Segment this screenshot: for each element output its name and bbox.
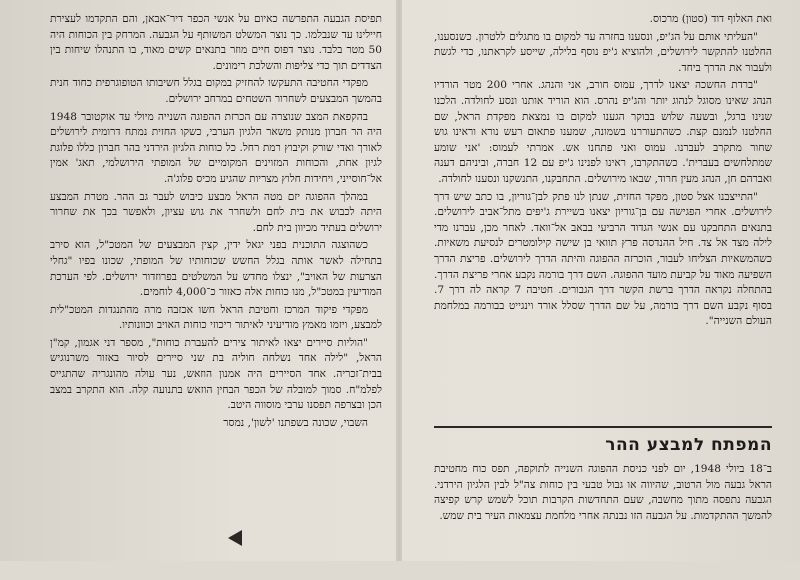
left-column [50, 12, 382, 552]
bleed-through-text-shadow [0, 236, 50, 316]
article-body [50, 12, 382, 538]
paragraph-yadin-refusal: כשהוצגה התוכנית בפני יגאל ידין, קצין המבצעים של המטכ"ל, הוא סירב בתחילה לאשר אותה בגלל החשש שכוחותיו של המופתי, שכונו בפיו "גחלי הצרעות של האויב", ינצלו מחדש על המשלטים בפרוזדור ירושלים. לפי הערכת המודיעין במטכ"ל, מנו כוחות אלה כאזור כ־4,000 לוחמים. [50, 239, 382, 299]
paragraph-scouts-quote: "הוליות סיירים יצאו לאיתור צירים להעברת כוחות", מספר דני אגמון, קמ"ן הראל, "לילה אחד נשלחה חוליה בת שני סיירים לסיור באזור משרנוגיש בבית־זכריה. אחד הסיירים היה אמנון הוזאש, נער עולה מהונגריה שהתגייס לפלמ"ח. סמוך למובלה של הכפר הבחין הוזאש בתנועה קלה. הוא התקרב במצב הכן ובצרפה תפסנו ערבי מוסווה היטב. [50, 336, 382, 412]
paragraph-hill-standoff: תפיסת הגבעה התפרשה כאיום על אנשי הכפר דיר־אבאן, והם התקדמו לעצירת חיילינו עד שנבלמו. כך נוצר המשלט המשותף על הגבעה. המרחק בין הכוחות היה 50 מטר בלבד. נוצר דפוס חיים מוזר בתנאים קשים מאוד, בו התנהלו שיחות בין הצדדים תוך כדי צליפות והשלכת רימונים. [50, 13, 382, 72]
paragraph-operation-plan: במהלך ההפוגה יזם מטה הראל מבצע כיבוש לעבר גב ההר. מטרת המבצע היתה לכבוש את בית לחם ולשחרר את גוש עציון, ולאפשר בכך את שחרור ירושלים בעתיד מכיוון בית לחם. [50, 190, 382, 234]
paragraph-return-trip: "העליתי אותם על הג'יפ, ונסענו בחזרה עד למקום בו מתגלים ללטרון. כשנסענו, החלטנו להתקשר לירושלים, ולהוציא ג'יפ נוסף בלילה, שייסע לקראתנו, כדי לגשת ולעבור את הדרך ביחד. [434, 30, 772, 74]
right-column [434, 12, 772, 552]
paragraph-closing-line: ואת האלוף דוד (סטון) מרכוס. [649, 13, 772, 25]
paragraph-topography: מפקדי החטיבה התעקשו להחזיק במקום בגלל חשיבותו הטופוגרפית כחוד חנית בהמשך המבצעים לשחרור השטחים במרחב ירושלים. [50, 77, 382, 105]
page-gutter [396, 0, 402, 561]
paragraph-night-walk: "ברדת החשכה יצאנו לדרך, עמוס חורב, אני והנהג. אחרי 200 מטר הורדיו הנהג שאינו מסוגל לנהוג יותר והג'יפ נהרס. הוא הוריד אותנו ונסע לחולדה. הלכנו שנינו ברגל, ובשעה שלוש בבוקר הגענו למקום בו נמצאת מפקדת הראל, שם החלטנו לנמנם קצת. כשהתעוררנו בשמונה, שמענו פתאום רעש נורא וראינו גוש שחור מתקרב לעברנו. עמוס ואני פתחנו אש. אמרתי לעמוס: 'אני שומע שמתלחשים בעברית'. כשהתקרבו, ראינו לפנינו ג'יפ עם 12 חברה, וביניהם דענה ואברהם חן, הנהג מעין חרוד, שבאו מירושלים. התחבקנו, התנשקנו ונסענו לחולדה. [434, 79, 772, 185]
paragraph-hebron-front: בהקפאת המצב שנוצרה עם הכרזת ההפוגה השנייה מיולי עד אוקטובר 1948 היה הר חברון מנותק משאר הלגיון הערבי, כשקו החזית נמתח דרומית לירושלים לאורך ואדי שורק וקיבוץ רמת רחל. כל כוחות הלגיון הירדני בהר חברון כללו פלוגת לגיון אחת, והכוחות המזוינים המקומיים של המופתי הירושלמי, תאג' אמין אל־חוסייני, ויחידות חלוץ מצריות שהגיע מכיס פלוג'ה. [50, 110, 382, 185]
paragraph-intelligence-effort: מפקדי פיקוד המרכז וחטיבת הראל חשו אכזבה מרה מהתנגדות המטכ"לית למבצע, ויזמו מאמץ מודיעיני לאיתור ריכוזי כוחות האויב וכוונותיו. [50, 303, 382, 332]
paragraph-continued: השבוי, שכונה בשפתנו 'לשון', נמסר [223, 416, 368, 429]
section-heading: המפתח למבצע ההר [434, 426, 772, 456]
paragraph-burma-road: "התייצבנו אצל סטון, מפקד החזית, שנתן לנו פתק לבן־גוריון, בו כתב שיש דרך לירושלים. אחרי הפגישה עם בן־גוריון יצאנו בשיירת ג'יפים מתל־אביב לירושלים. בתנאים התחבקנו עם אנשי הגדוד הרביעי בבאב אל־וואד. לאחר מכן, עברנו מדי לילה מצד אל צד. חיל ההנדסה פרץ תוואי בן שישה קילומטרים לנסיעת משאיות. כשהמשאיות הצליחו לעבור, הוכרזה ההפוגה והיתה הדרך לירושלים. פריצת הדרך השפיעה מאוד על קביעת מועד ההפוגה. השם דרך בורמה נקבע אחרי פריצת הדרך. בהתחלה נקראה הדרך ברשת הקשר דרך הגבורים. חטיבה 7 קראה לה דרך 7. בסוף נקבע השם דרך בורמה, על שם הדרך שסלל אורד וינגייט בבורמה במלחמת העולם השנייה". [434, 190, 772, 328]
paragraph-section-intro: ב־18 ביולי 1948, יום לפני כניסת ההפוגה השנייה לתוקפה, תפס כוח מחטיבת הראל גבעה מול הרטוב, שהיווה או גבול טבעי בין כוחות צה"ל לבין הלגיון הירדני. הגבעה נתפסה מתוך מחשבה, שעם התחדשות הקרבות תוכל לשמש קרש קפיצה להמשך ההתקדמות. על הגבעה הזו נבנתה אחרי מלחמת עצמאות העיר בית שמש. [434, 463, 772, 522]
section-body [434, 462, 772, 580]
article-continuation [434, 12, 772, 416]
continue-arrow-icon [228, 530, 242, 546]
